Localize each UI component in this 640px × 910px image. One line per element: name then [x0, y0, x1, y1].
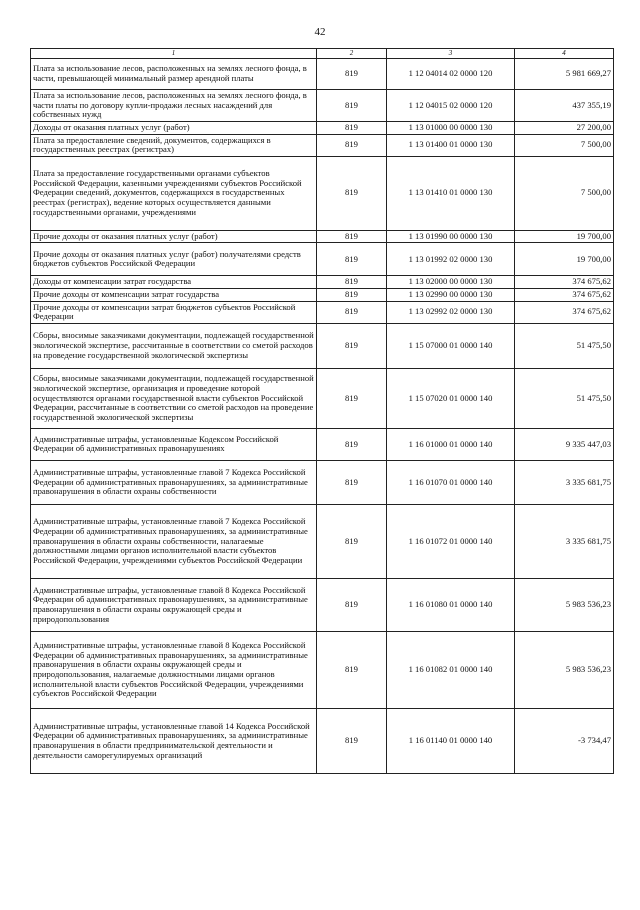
table-body	[31, 59, 614, 774]
row-budget-code: 1 12 04014 02 0000 120	[387, 59, 515, 90]
row-name: Прочие доходы от оказания платных услуг (работ)	[31, 230, 317, 243]
row-admin-code: 819	[317, 156, 387, 230]
row-budget-code: 1 16 01070 01 0000 140	[387, 460, 515, 504]
row-amount: -3 734,47	[515, 708, 614, 773]
row-name: Доходы от компенсации затрат государства	[31, 276, 317, 289]
row-amount: 374 675,62	[515, 276, 614, 289]
row-amount: 374 675,62	[515, 289, 614, 302]
row-budget-code: 1 16 01080 01 0000 140	[387, 578, 515, 631]
table-row	[31, 276, 614, 289]
row-name: Административные штрафы, установленные главой 8 Кодекса Российской Федерации об административных правонарушениях, за административные правонарушения в области охраны окружающей среды и природопользования, налагаемые должностными лицами органов исполнительной власти субъектов Российской Федерации, учреждениями субъектов Российской Федерации	[31, 631, 317, 708]
table-row	[31, 156, 614, 230]
table-row	[31, 230, 614, 243]
row-budget-code: 1 13 01400 01 0000 130	[387, 134, 515, 156]
row-admin-code: 819	[317, 90, 387, 122]
row-name: Прочие доходы от компенсации затрат бюджетов субъектов Российской Федерации	[31, 301, 317, 323]
row-amount: 51 475,50	[515, 323, 614, 368]
row-admin-code: 819	[317, 428, 387, 460]
row-amount: 3 335 681,75	[515, 460, 614, 504]
row-budget-code: 1 15 07020 01 0000 140	[387, 368, 515, 428]
table-row	[31, 323, 614, 368]
row-admin-code: 819	[317, 708, 387, 773]
row-budget-code: 1 16 01072 01 0000 140	[387, 504, 515, 578]
table-row	[31, 504, 614, 578]
row-admin-code: 819	[317, 289, 387, 302]
table-row	[31, 301, 614, 323]
table-row	[31, 121, 614, 134]
row-name: Сборы, вносимые заказчиками документации, подлежащей государственной экологической экспертизе, рассчитанные в соответствии со сметой расходов на проведение государственной экологической экспертизы	[31, 323, 317, 368]
row-budget-code: 1 12 04015 02 0000 120	[387, 90, 515, 122]
column-number-row	[31, 49, 614, 59]
row-name: Административные штрафы, установленные Кодексом Российской Федерации об административных правонарушениях	[31, 428, 317, 460]
table-row	[31, 460, 614, 504]
table-row	[31, 59, 614, 90]
row-budget-code: 1 13 02000 00 0000 130	[387, 276, 515, 289]
table-row	[31, 368, 614, 428]
row-admin-code: 819	[317, 504, 387, 578]
row-name: Административные штрафы, установленные главой 14 Кодекса Российской Федерации об административных правонарушениях, за административные правонарушения в области предпринимательской деятельности и деятельности саморегулируемых организаций	[31, 708, 317, 773]
row-budget-code: 1 13 02992 02 0000 130	[387, 301, 515, 323]
row-name: Плата за предоставление государственными органами субъектов Российской Федерации, казенными учреждениями субъектов Российской Федерации сведений, документов, содержащихся в государственных реестрах (регистрах), ведение которых осуществляется данными государственными органами, учреждениями	[31, 156, 317, 230]
table-row	[31, 631, 614, 708]
row-budget-code: 1 13 02990 00 0000 130	[387, 289, 515, 302]
row-amount: 5 983 536,23	[515, 631, 614, 708]
row-name: Доходы от оказания платных услуг (работ)	[31, 121, 317, 134]
row-name: Плата за предоставление сведений, документов, содержащихся в государственных реестрах (регистрах)	[31, 134, 317, 156]
row-admin-code: 819	[317, 243, 387, 276]
row-admin-code: 819	[317, 460, 387, 504]
row-budget-code: 1 15 07000 01 0000 140	[387, 323, 515, 368]
row-amount: 374 675,62	[515, 301, 614, 323]
row-amount: 51 475,50	[515, 368, 614, 428]
row-budget-code: 1 16 01082 01 0000 140	[387, 631, 515, 708]
row-name: Административные штрафы, установленные главой 8 Кодекса Российской Федерации об административных правонарушениях, за административные правонарушения в области охраны окружающей среды и природопользования	[31, 578, 317, 631]
table-row	[31, 708, 614, 773]
row-amount: 5 983 536,23	[515, 578, 614, 631]
revenue-table	[30, 48, 614, 774]
row-budget-code: 1 16 01000 01 0000 140	[387, 428, 515, 460]
row-amount: 7 500,00	[515, 156, 614, 230]
row-amount: 19 700,00	[515, 230, 614, 243]
row-admin-code: 819	[317, 323, 387, 368]
row-amount: 3 335 681,75	[515, 504, 614, 578]
column-header-1: 1	[31, 49, 317, 59]
page-number: 42	[314, 26, 326, 38]
row-admin-code: 819	[317, 230, 387, 243]
table-row	[31, 578, 614, 631]
column-header-2: 2	[317, 49, 387, 59]
row-name: Сборы, вносимые заказчиками документации, подлежащей государственной экологической экспертизе, организация и проведение которой осуществляются органами государственной власти субъектов Российской Федерации, рассчитанные в соответствии со сметой расходов на проведение государственной экологической экспертизы	[31, 368, 317, 428]
column-header-4: 4	[515, 49, 614, 59]
row-amount: 7 500,00	[515, 134, 614, 156]
row-budget-code: 1 16 01140 01 0000 140	[387, 708, 515, 773]
row-amount: 9 335 447,03	[515, 428, 614, 460]
table-row	[31, 134, 614, 156]
row-amount: 5 981 669,27	[515, 59, 614, 90]
row-budget-code: 1 13 01990 00 0000 130	[387, 230, 515, 243]
row-name: Административные штрафы, установленные главой 7 Кодекса Российской Федерации об административных правонарушениях, за административные правонарушения в области охраны собственности	[31, 460, 317, 504]
row-name: Прочие доходы от компенсации затрат государства	[31, 289, 317, 302]
table-row	[31, 428, 614, 460]
row-budget-code: 1 13 01992 02 0000 130	[387, 243, 515, 276]
row-name: Прочие доходы от оказания платных услуг (работ) получателями средств бюджетов субъектов Российской Федерации	[31, 243, 317, 276]
row-admin-code: 819	[317, 276, 387, 289]
table-row	[31, 90, 614, 122]
row-admin-code: 819	[317, 301, 387, 323]
row-admin-code: 819	[317, 578, 387, 631]
row-admin-code: 819	[317, 631, 387, 708]
row-budget-code: 1 13 01000 00 0000 130	[387, 121, 515, 134]
row-amount: 437 355,19	[515, 90, 614, 122]
row-amount: 27 200,00	[515, 121, 614, 134]
row-budget-code: 1 13 01410 01 0000 130	[387, 156, 515, 230]
column-header-3: 3	[387, 49, 515, 59]
row-amount: 19 700,00	[515, 243, 614, 276]
row-name: Плата за использование лесов, расположенных на землях лесного фонда, в части, превышающей минимальный размер арендной платы	[31, 59, 317, 90]
table-row	[31, 289, 614, 302]
row-admin-code: 819	[317, 134, 387, 156]
table-row	[31, 243, 614, 276]
row-admin-code: 819	[317, 121, 387, 134]
row-admin-code: 819	[317, 368, 387, 428]
row-name: Плата за использование лесов, расположенных на землях лесного фонда, в части платы по договору купли-продажи лесных насаждений для собственных нужд	[31, 90, 317, 122]
row-admin-code: 819	[317, 59, 387, 90]
row-name: Административные штрафы, установленные главой 7 Кодекса Российской Федерации об административных правонарушениях, за административные правонарушения в области охраны собственности, налагаемые должностными лицами органов исполнительной власти субъектов Российской Федерации, учреждениями субъектов Российской Федерации	[31, 504, 317, 578]
